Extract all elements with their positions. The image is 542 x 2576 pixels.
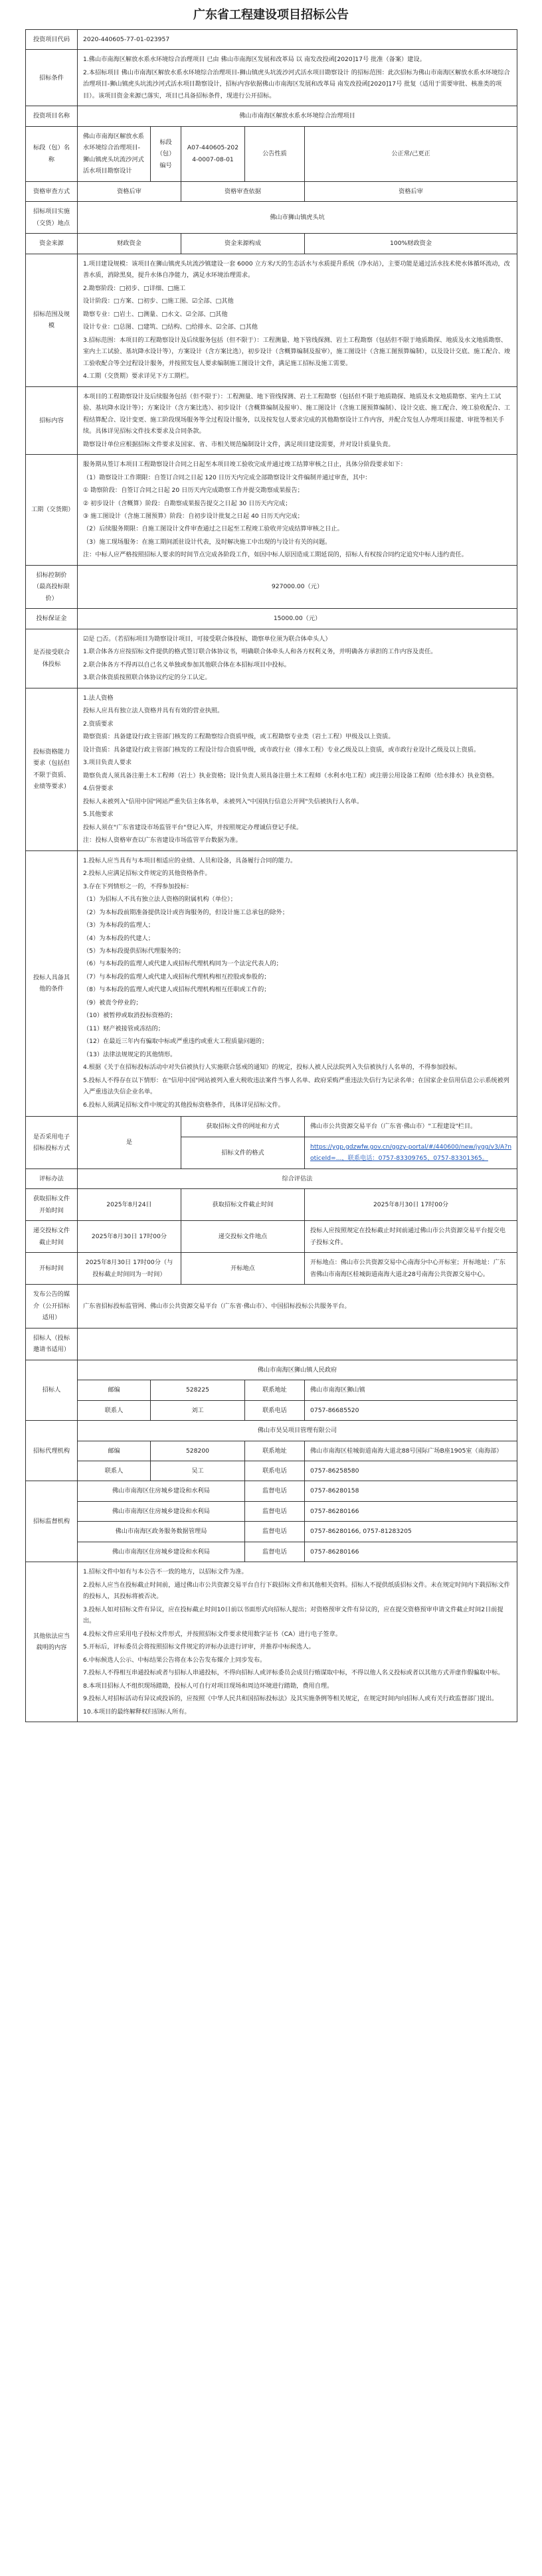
period-para: ② 初步设计（含概算）阶段：自勘察成果报告提交之日起 30 日历天内完成； <box>83 499 292 507</box>
label-opening: 开标时间 <box>26 1253 78 1285</box>
supervision-phone-label: 监督电话 <box>245 1542 305 1562</box>
label-agency-addr: 联系地址 <box>245 1441 305 1461</box>
label-opening-place: 开标地点 <box>181 1253 305 1285</box>
label-electronic: 是否采用电子招标投标方式 <box>26 1117 78 1168</box>
value-scope <box>78 254 517 386</box>
row-opening <box>26 1253 517 1285</box>
value-deposit: 15000.00（元） <box>78 609 517 629</box>
label-funds: 资金来源 <box>26 234 78 254</box>
other-conditions-para: 1.投标人应当具有与本项目相适应的业绩、人员和设备，具备履行合同的能力。 <box>83 856 297 864</box>
consortium-para: 1.联合体各方应按招标文件提供的格式签订联合体协议书，明确联合体牵头人和各方权利义务，并明确各方承担的工作内容及责任。 <box>83 648 437 656</box>
label-doc-url: 获取招标文件的网址和方式 <box>181 1117 305 1137</box>
value-others <box>78 1562 517 1722</box>
label-invitation: 招标人（投标邀请书适用） <box>26 1328 78 1360</box>
other-conditions-para: （9）被责令停业的； <box>83 999 142 1006</box>
row-tenderee-contact <box>26 1400 517 1420</box>
value-agency-mail: 528200 <box>151 1441 245 1461</box>
value-bid-conditions <box>78 50 517 106</box>
qualification-para: 2.资质要求 <box>83 720 114 728</box>
value-submit-place: 投标人应按照规定在投标截止时间前通过佛山市公共资源交易平台提交电子投标文件。 <box>305 1221 517 1253</box>
row-qualification-review <box>26 181 517 201</box>
row-tenderee <box>26 1360 517 1380</box>
label-funds-structure: 资金来源构成 <box>181 234 305 254</box>
label-agency-phone: 联系电话 <box>245 1461 305 1481</box>
row-project-name <box>26 106 517 126</box>
other-conditions-para: （13）法律法规规定的其他情形。 <box>83 1050 177 1058</box>
other-conditions-para: 4.根据《关于在招标投标活动中对失信被执行人实施联合惩戒的通知》的规定，投标人被人民法院列入失信被执行人名单的，不得参加投标。 <box>83 1064 462 1072</box>
label-scope: 招标范围及规模 <box>26 254 78 386</box>
supervision-phone-label: 监督电话 <box>245 1501 305 1521</box>
value-tenderee: 佛山市南海区狮山镇人民政府 <box>78 1360 517 1380</box>
row-supervision-4 <box>26 1542 517 1562</box>
other-conditions-para: （1）为招标人不具有独立法人资格的附属机构（单位）； <box>83 896 236 904</box>
label-period: 工期（交货期） <box>26 455 78 566</box>
row-consortium <box>26 629 517 688</box>
value-agency-addr: 佛山市南海区桂城街道南海大道北88号国际广场B座1905室（南海部） <box>305 1441 517 1461</box>
value-tenderee-person: 刘工 <box>151 1400 245 1420</box>
scope-para: 2.勘察阶段：□初步、□详细、□施工 <box>83 284 186 292</box>
row-agency-contact <box>26 1461 517 1481</box>
value-review-method: 资格后审 <box>78 181 181 201</box>
qualification-para: 勘察资质：具备建设行政主管部门核发的工程勘察综合资质甲级，或工程勘察专业类（岩土工程）甲级及以上资质。 <box>83 733 395 741</box>
label-control-price: 招标控制价（最高投标限价） <box>26 565 78 608</box>
row-tenderee-address <box>26 1380 517 1400</box>
value-notice-nature: 公正常/己更正 <box>305 126 517 181</box>
supervision-phone: 0757-86280158 <box>305 1481 517 1501</box>
period-para: ① 勘察阶段：自签订合同之日起 20 日历天内完成勘察工作并提交勘察成果报告； <box>83 487 304 495</box>
qualification-para: 设计资质：具备建设行政主管部门核发的工程设计综合资质甲级，或市政行业（排水工程）专业乙级及以上资质，或市政行业设计乙级及以上资质。 <box>83 746 480 754</box>
scope-para: 设计阶段：□方案、□初步、□施工图、☑全部、□其他 <box>83 297 234 305</box>
other-conditions-para: （4）为本标段的代建人； <box>83 934 154 942</box>
label-deadline: 递交投标文件截止时间 <box>26 1221 78 1253</box>
label-others: 其他依法应当载明的内容 <box>26 1562 78 1722</box>
other-conditions-para: 3.存在下列情形之一的，不得参加投标： <box>83 882 193 890</box>
qualification-para: 投标人须在"广东省建设市场监管平台"登记入库，并按照规定办理诚信登记手续。 <box>83 823 303 831</box>
value-consortium <box>78 629 517 688</box>
label-bid-conditions: 招标条件 <box>26 50 78 106</box>
row-period <box>26 455 517 566</box>
row-agency <box>26 1421 517 1441</box>
value-agency-phone: 0757-86258580 <box>305 1461 517 1481</box>
value-tenderee-addr: 佛山市南海区狮山镇 <box>305 1380 517 1400</box>
other-conditions-para: 2.投标人应满足招标文件规定的其他资格条件。 <box>83 870 211 878</box>
consortium-para: 2.联合体各方不得再以自己名义单独或参加其他联合体在本招标项目中投标。 <box>83 661 290 669</box>
others-para: 8.本项目招标人不组织现场踏勘，投标人可自行对项目现场和周边环境进行踏勘，费用自理。 <box>83 1682 333 1690</box>
label-doc-start: 获取招标文件开始时间 <box>26 1189 78 1221</box>
qualification-para: 4.信誉要求 <box>83 785 114 793</box>
label-submit-place: 递交投标文件地点 <box>181 1221 305 1253</box>
period-para: ③ 施工图设计（含施工图预算）阶段：自初步设计批复之日起 40 日历天内完成； <box>83 512 304 520</box>
label-method: 评标办法 <box>26 1168 78 1188</box>
value-doc-url[interactable]: 佛山市公共资源交易平台（广东省·佛山市）"工程建设"栏目。 <box>305 1117 517 1137</box>
value-period <box>78 455 517 566</box>
label-deposit: 投标保证金 <box>26 609 78 629</box>
label-content: 招标内容 <box>26 386 78 454</box>
others-para: 2.投标人应当在投标截止时间前，通过佛山市公共资源交易平台自行下载招标文件和其他相关资料。招标人不提供纸质招标文件。未在规定时间内下载招标文件的投标人，其投标将被否决。 <box>83 1581 510 1601</box>
row-others <box>26 1562 517 1722</box>
label-tenderee-phone: 联系电话 <box>245 1400 305 1420</box>
label-tenderee-person: 联系人 <box>78 1400 151 1420</box>
value-doc-end: 2025年8月30日 17时00分 <box>305 1189 517 1221</box>
row-location <box>26 202 517 234</box>
value-funds: 财政资金 <box>78 234 181 254</box>
value-electronic: 是 <box>78 1117 181 1168</box>
value-content <box>78 386 517 454</box>
others-para: 6.中标候选人公示、中标结果公告将在本公告发布媒介上同步发布。 <box>83 1656 266 1664</box>
label-tenderee-mail: 邮编 <box>78 1380 151 1400</box>
row-doc-period <box>26 1189 517 1221</box>
label-other-conditions: 投标人具备其他的条件 <box>26 850 78 1117</box>
other-conditions-para: （3）为本标段的监理人； <box>83 922 154 929</box>
value-control-price: 927000.00（元） <box>78 565 517 608</box>
page-title: 广东省工程建设项目招标公告 <box>193 8 349 22</box>
value-publish: 广东省招标投标监管网、佛山市公共资源交易平台（广东省·佛山市）、中国招标投标公共服务平台。 <box>78 1285 517 1328</box>
row-deposit <box>26 609 517 629</box>
label-publish: 发布公告的媒介（公开招标适用） <box>26 1285 78 1328</box>
label-doc-end: 获取招标文件截止时间 <box>181 1189 305 1221</box>
others-para: 5.开标后，评标委员会将按照招标文件规定的评标办法进行评审，并推荐中标候选人。 <box>83 1643 315 1651</box>
qualification-para: 1.法人资格 <box>83 694 114 702</box>
others-para: 3.投标人如对招标文件有异议，应在投标截止时间10日前以书面形式向招标人提出；对资格预审文件有异议的，应在提交资格预审申请文件截止时间2日前提出。 <box>83 1605 503 1625</box>
supervision-org: 佛山市南海区住房城乡建设和水利局 <box>78 1542 245 1562</box>
value-agency-person: 吴工 <box>151 1461 245 1481</box>
supervision-org: 佛山市南海区政务服务数据管理局 <box>78 1522 245 1542</box>
row-publish <box>26 1285 517 1328</box>
row-control-price <box>26 565 517 608</box>
label-section-name: 标段（包）名称 <box>26 126 78 181</box>
scope-para: 勘察专业：□岩土、□测量、□水文、☑全部、□其他 <box>83 310 228 318</box>
others-para: 9.投标人对招标活动有异议或投诉的，应按照《中华人民共和国招标投标法》及其实施条例等相关规定，在规定时间内向招标人或有关行政监督部门提出。 <box>83 1695 498 1703</box>
period-para: 注：中标人应严格按照招标人要求的时间节点完成各阶段工作，如因中标人原因造成工期延误的，招标人有权按合同约定追究中标人违约责任。 <box>83 551 468 559</box>
other-conditions-para: （6）与本标段的监理人或代建人或招标代理机构同为一个法定代表人的； <box>83 960 282 968</box>
scope-para: 设计专业：□总图、□建筑、□结构、□给排水、☑全部、□其他 <box>83 323 258 331</box>
value-location: 佛山市狮山镇虎头坑 <box>78 202 517 234</box>
others-para: 10.本项目的最终解释权归招标人所有。 <box>83 1708 191 1716</box>
value-doc-start: 2025年8月24日 <box>78 1189 181 1221</box>
label-tenderee: 招标人 <box>26 1360 78 1420</box>
supervision-phone-label: 监督电话 <box>245 1522 305 1542</box>
row-supervision-3 <box>26 1522 517 1542</box>
consortium-para: 3.联合体资质按照联合体协议约定的分工认定。 <box>83 674 211 682</box>
label-tenderee-addr: 联系地址 <box>245 1380 305 1400</box>
value-project-code: 2020-440605-77-01-023957 <box>78 30 517 50</box>
label-section-code: 标段（包）编号 <box>151 126 181 181</box>
supervision-phone: 0757-86280166 <box>305 1501 517 1521</box>
value-opening: 2025年8月30日 17时00分（与投标截止时间同为一时间） <box>78 1253 181 1285</box>
row-electronic-1 <box>26 1117 517 1137</box>
row-method <box>26 1168 517 1188</box>
other-conditions-para: （10）被暂停或取消投标资格的； <box>83 1012 177 1020</box>
row-qualification <box>26 688 517 850</box>
label-doc-format: 招标文件的格式 <box>181 1137 305 1168</box>
qualification-para: 5.其他要求 <box>83 811 114 819</box>
label-agency-person: 联系人 <box>78 1461 151 1481</box>
period-para: （1）勘察设计工作期限：自签订合同之日起 120 日历天内完成全部勘察设计文件编制并通过审查，其中： <box>83 473 371 481</box>
other-conditions-para: （8）与本标段的监理人或代建人或招标代理机构相互任职或工作的； <box>83 986 270 994</box>
period-para: 服务期从签订本项目工程勘察设计合同之日起至本项目竣工验收完成并通过竣工结算审核之日止，具体分阶段要求如下： <box>83 461 406 469</box>
value-opening-place: 开标地点：佛山市公共资源交易中心南海分中心开标室；开标地址：广东省佛山市南海区桂城街道南海大道北28号南海公共资源交易中心。 <box>305 1253 517 1285</box>
row-agency-address <box>26 1441 517 1461</box>
row-scope <box>26 254 517 386</box>
label-qualification: 投标资格能力要求（包括但不限于资质、业绩等要求） <box>26 688 78 850</box>
value-tenderee-mail: 528225 <box>151 1380 245 1400</box>
label-agency: 招标代理机构 <box>26 1421 78 1481</box>
label-review-method: 资格审查方式 <box>26 181 78 201</box>
qualification-para: 注：投标人资格审查以广东省建设市场监管平台数据为准。 <box>83 837 242 845</box>
notice-table <box>25 29 517 1722</box>
others-para: 1.招标文件中如有与本公告不一致的地方，以招标文件为准。 <box>83 1568 248 1576</box>
others-para: 4.投标文件应采用电子投标文件形式，并按照招标文件要求使用数字证书（CA）进行电子签章。 <box>83 1630 341 1638</box>
value-section-code: A07-440605-2024-0007-08-01 <box>181 126 245 181</box>
row-supervision-1 <box>26 1481 517 1501</box>
consortium-para: ☑是 □否。（若招标项目为勘察设计项目，可接受联合体投标，勘察单位须为联合体牵头人） <box>83 635 331 643</box>
qualification-para: 投标人未被列入"信用中国"网站严重失信主体名单，未被列入"中国执行信息公开网"失信被执行人名单。 <box>83 797 363 805</box>
row-other-conditions <box>26 850 517 1117</box>
period-para: （3）施工现场服务：在施工期间派驻设计代表，及时解决施工中出现的与设计有关的问题。 <box>83 538 331 546</box>
label-consortium: 是否接受联合体投标 <box>26 629 78 688</box>
value-deadline: 2025年8月30日 17时00分 <box>78 1221 181 1253</box>
row-invitation <box>26 1328 517 1360</box>
label-project-name: 投资项目名称 <box>26 106 78 126</box>
qualification-para: 勘察负责人须具备注册土木工程师（岩土）执业资格；设计负责人须具备注册土木工程师（水利水电工程）或注册公用设备工程师（给水排水）执业资格。 <box>83 771 498 779</box>
label-notice-nature: 公告性质 <box>245 126 305 181</box>
value-review-basis: 资格后审 <box>305 181 517 201</box>
value-tenderee-phone: 0757-86685520 <box>305 1400 517 1420</box>
bid-conditions-para: 1.佛山市南海区解放水系水环境综合治理项目 已由 佛山市南海区发展和改革局 以 南发改投函[2020]17号 批准（备案）建设。 <box>83 56 426 64</box>
qualification-para: 3.项目负责人要求 <box>83 759 132 767</box>
row-content <box>26 386 517 454</box>
other-conditions-para: （2）为本标段前期准备提供设计或咨询服务的，但设计施工总承包的除外； <box>83 908 289 916</box>
row-project-code <box>26 30 517 50</box>
label-project-code: 投资项目代码 <box>26 30 78 50</box>
row-section <box>26 126 517 181</box>
value-invitation <box>78 1328 517 1360</box>
label-location: 招标项目实施（交货）地点 <box>26 202 78 234</box>
value-section-name: 佛山市南海区解放水系水环境综合治理项目-狮山镇虎头坑流沙河式活水项目勘察设计 <box>78 126 151 181</box>
supervision-org: 佛山市南海区住房城乡建设和水利局 <box>78 1481 245 1501</box>
other-conditions-para: 5.投标人不得存在以下情形：在"信用中国"网站被列入重大税收违法案件当事人名单、政府采购严重违法失信行为记录名单；在国家企业信用信息公示系统被列入严重违法失信企业名单。 <box>83 1076 509 1096</box>
other-conditions-para: 6.投标人须满足招标文件中规定的其他投标资格条件，具体详见招标文件。 <box>83 1101 284 1109</box>
other-conditions-para: （5）为本标段提供招标代理服务的； <box>83 947 185 955</box>
row-supervision-2 <box>26 1501 517 1521</box>
value-other-conditions <box>78 850 517 1117</box>
supervision-phone: 0757-86280166, 0757-81283205 <box>305 1522 517 1542</box>
other-conditions-para: （12）在最近三年内有骗取中标或严重违约或重大工程质量问题的； <box>83 1038 268 1046</box>
content-para: 勘察设计单位应根据招标文件要求及国家、省、市相关规范编制设计文件，满足项目建设需要，并对设计质量负责。 <box>83 440 395 448</box>
qualification-para: 投标人应具有独立法人资格并具有有效的营业执照。 <box>83 707 224 715</box>
value-method: 综合评估法 <box>78 1168 517 1188</box>
others-para: 7.投标人不得相互串通投标或者与招标人串通投标，不得向招标人或评标委员会成员行贿谋取中标，不得以他人名义投标或者以其他方式弄虚作假骗取中标。 <box>83 1669 504 1677</box>
notice-page <box>25 5 517 1722</box>
value-doc-format[interactable]: https://ygp.gdzwfw.gov.cn/ggzy-portal/#/440600/new/jygg/v3/A?noticeId=...，联系电话：0757-83309765、0757-83301365。 <box>305 1137 517 1168</box>
bid-conditions-para: 2.本招标项目 佛山市南海区解放水系水环境综合治理项目-狮山镇虎头坑流沙河式活水项目勘察设计 的招标范围：此次招标为佛山市南海区解放水系水环境综合治理项目-狮山镇虎头坑流沙河式活水项目勘察设计，招标内容依据佛山市南海区发展和改革局 南发改投函[2020]17号 批复（适用于需要审批、核准类的项目）。该项目资金来源已落实，项目已具备招标条件，现进行公开招标。 <box>83 68 510 100</box>
period-para: （2）后续服务期限：自施工图设计文件审查通过之日起至工程竣工验收并完成结算审核之日止。 <box>83 525 343 533</box>
scope-para: 1.项目建设规模：该项目在狮山镇虎头坑流沙镇建设一套 6000 立方米/天的生态活水与水质提升系统（净水站），主要功能是通过活水技术使水体循环流动，改善水质，消除黑臭，提升水体自净能力，满足水环境治理需求。 <box>83 260 510 280</box>
other-conditions-para: （11）财产被接管或冻结的； <box>83 1024 164 1032</box>
other-conditions-para: （7）与本标段的监理人或代建人或招标代理机构相互控股或参股的； <box>83 973 270 981</box>
scope-para: 3.招标范围：本项目的工程勘察设计及后续服务包括（但不限于）：工程测量、地下管线探测、岩土工程勘察（包括但不限于地质勘探、地质及水文地质勘察、室内土工试验、基坑降水设计等），方案设计（含方案比选），初步设计（含概算编制及报审），施工图设计（含施工图预算编制），以及设计交底、施工配合、竣工验收配合等全过程设计服务，并按照发包人要求编制施工图设计文件，满足施工招标及施工需要。 <box>83 336 511 367</box>
value-qualification <box>78 688 517 850</box>
supervision-phone: 0757-86280166 <box>305 1542 517 1562</box>
row-deadline <box>26 1221 517 1253</box>
row-bid-conditions <box>26 50 517 106</box>
content-para: 本项目的工程勘察设计及后续服务包括（但不限于）：工程测量、地下管线探测、岩土工程勘察（包括但不限于地质勘探、地质及水文地质勘察、室内土工试验、基坑降水设计等）；方案设计（含方案比选）、初步设计（含概算编制及报审）、施工图设计（含施工图预算编制）、设计交底、施工配合、竣工验收配合、工程结算配合、设计变更、施工阶段现场服务等全过程设计服务，以及按发包人要求完成的其他勘察设计工作内容，并配合发包人办理项目报建、审批等相关手续。具体详见招标文件技术要求及合同条款。 <box>83 392 511 436</box>
value-project-name: 佛山市南海区解放水系水环境综合治理项目 <box>78 106 517 126</box>
label-supervision: 招标监督机构 <box>26 1481 78 1562</box>
supervision-phone-label: 监督电话 <box>245 1481 305 1501</box>
label-review-basis: 资格审查依据 <box>181 181 305 201</box>
row-funds <box>26 234 517 254</box>
label-agency-mail: 邮编 <box>78 1441 151 1461</box>
value-funds-structure: 100%财政资金 <box>305 234 517 254</box>
supervision-org: 佛山市南海区住房城乡建设和水利局 <box>78 1501 245 1521</box>
value-agency: 佛山市昊吴项目管理有限公司 <box>78 1421 517 1441</box>
scope-para: 4.工期（交货期）要求详见下方工期栏。 <box>83 372 193 380</box>
